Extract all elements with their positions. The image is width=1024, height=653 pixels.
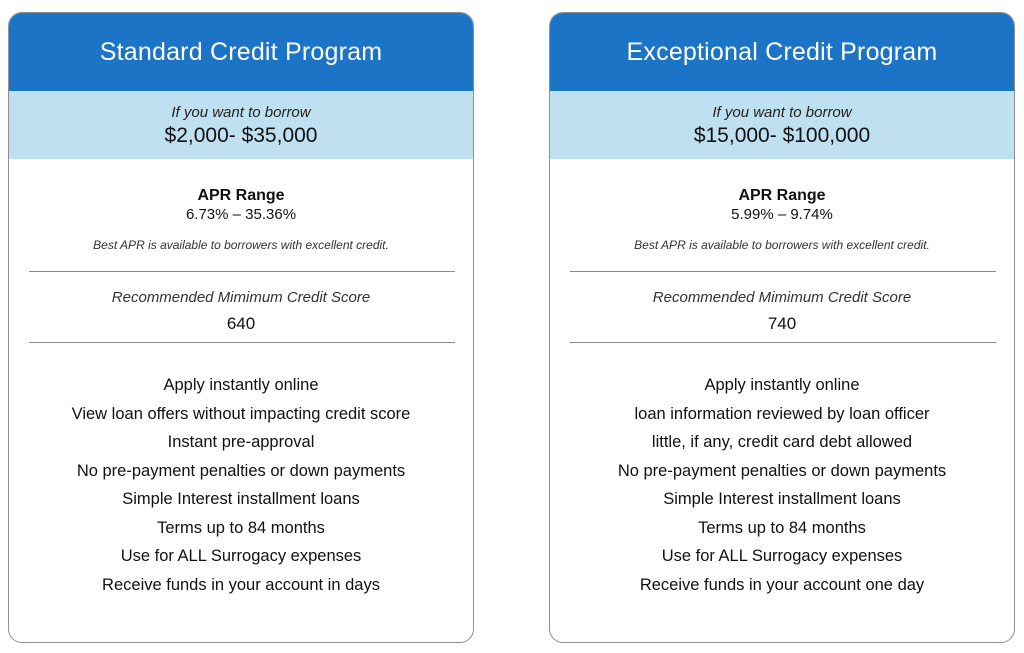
- borrow-band: [550, 91, 1014, 159]
- list-item: No pre-payment penalties or down payments: [617, 461, 947, 480]
- program-title: Exceptional Credit Program: [550, 13, 1014, 91]
- list-item: little, if any, credit card debt allowed: [651, 433, 913, 451]
- apr-note: Best APR is available to borrowers with excellent credit.: [93, 238, 389, 252]
- borrow-band: [9, 91, 473, 159]
- exceptional-credit-program-card: [549, 12, 1015, 643]
- list-item: loan information reviewed by loan officer: [634, 404, 930, 423]
- apr-range: 6.73% – 35.36%: [185, 206, 297, 223]
- list-item: Simple Interest installment loans: [663, 490, 901, 508]
- credit-score-label: Recommended Mimimum Credit Score: [652, 289, 912, 306]
- apr-title: APR Range: [197, 187, 285, 204]
- borrow-lead-text: If you want to borrow: [171, 104, 311, 121]
- list-item: Terms up to 84 months: [157, 518, 325, 537]
- list-item: View loan offers without impacting credit score: [71, 404, 411, 423]
- borrow-range: $2,000- $35,000: [164, 124, 318, 147]
- standard-credit-program-card: [8, 12, 474, 643]
- program-title: Standard Credit Program: [9, 13, 473, 91]
- apr-block: [9, 159, 473, 253]
- list-item: Use for ALL Surrogacy expenses: [120, 547, 362, 565]
- credit-score-value: 740: [767, 314, 797, 333]
- feature-list: [9, 343, 473, 599]
- apr-block: [550, 159, 1014, 253]
- apr-note: Best APR is available to borrowers with excellent credit.: [634, 238, 930, 252]
- feature-list: [550, 343, 1014, 599]
- apr-range: 5.99% – 9.74%: [731, 206, 833, 223]
- credit-score-value: 640: [226, 314, 256, 333]
- list-item: Apply instantly online: [704, 376, 860, 394]
- list-item: Terms up to 84 months: [698, 518, 866, 537]
- list-item: Instant pre-approval: [167, 433, 315, 451]
- credit-score-block: [9, 272, 473, 339]
- credit-score-block: [550, 272, 1014, 339]
- list-item: Receive funds in your account in days: [102, 575, 380, 594]
- apr-title: APR Range: [738, 187, 826, 204]
- borrow-range: $15,000- $100,000: [693, 124, 871, 147]
- borrow-lead-text: If you want to borrow: [712, 104, 852, 121]
- list-item: Simple Interest installment loans: [122, 490, 360, 508]
- credit-score-label: Recommended Mimimum Credit Score: [111, 289, 371, 306]
- list-item: Use for ALL Surrogacy expenses: [661, 547, 903, 565]
- list-item: Receive funds in your account one day: [639, 575, 925, 594]
- list-item: No pre-payment penalties or down payments: [76, 461, 406, 480]
- list-item: Apply instantly online: [163, 376, 319, 394]
